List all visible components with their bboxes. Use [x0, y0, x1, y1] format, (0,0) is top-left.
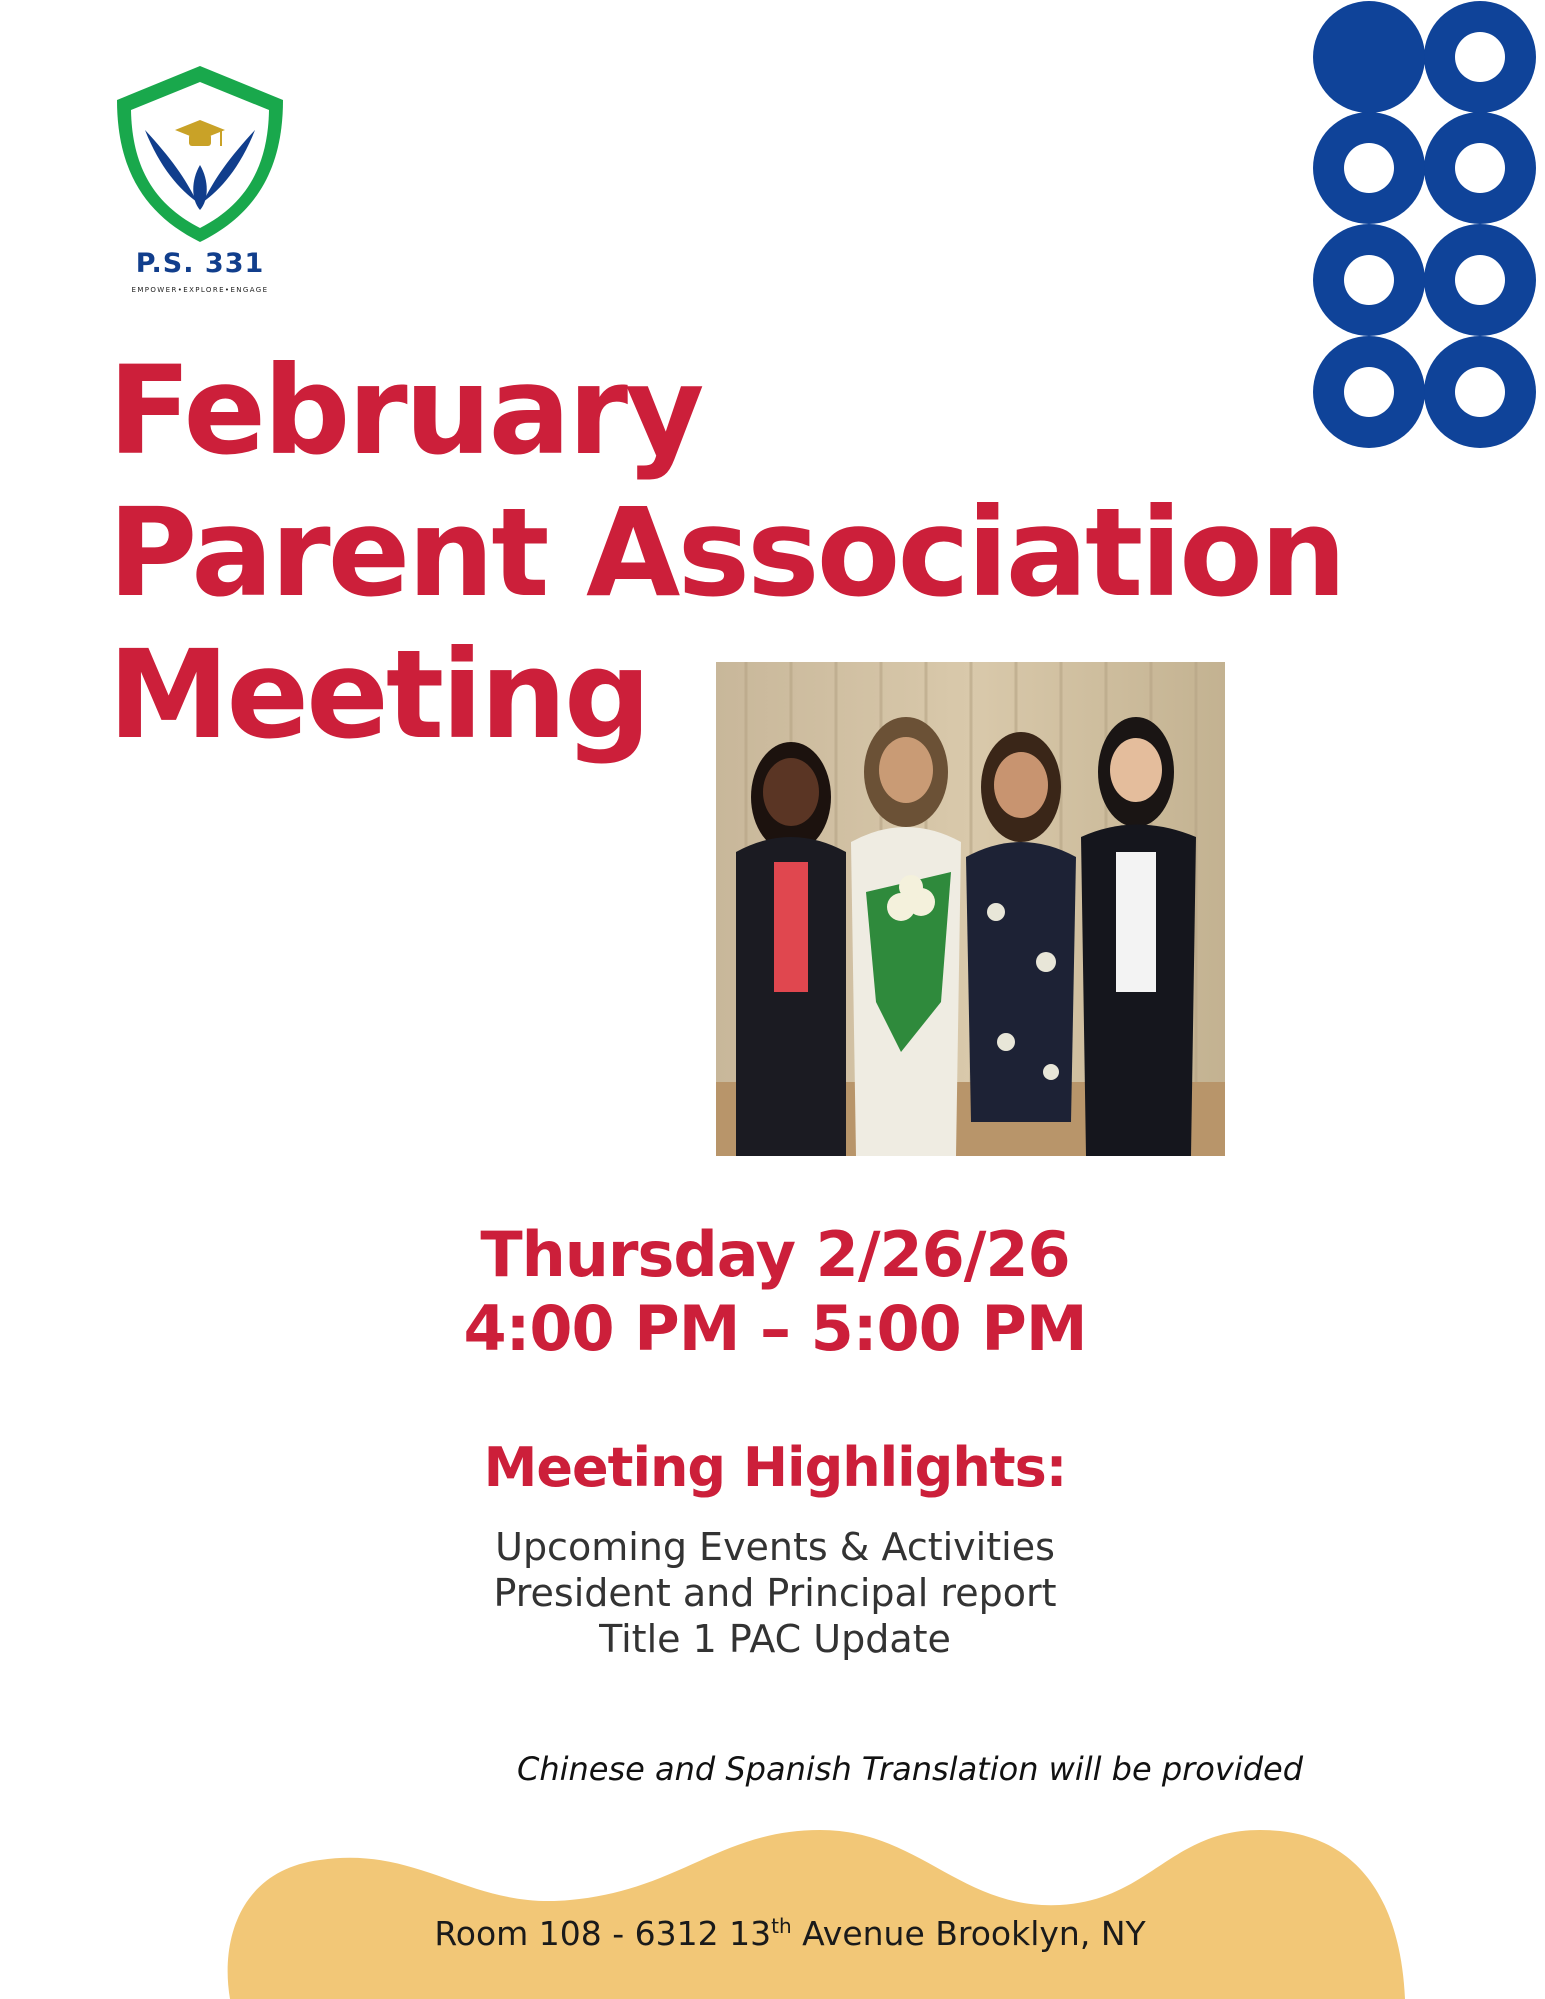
event-time: 4:00 PM – 5:00 PM — [463, 1292, 1087, 1365]
event-datetime — [380, 1218, 1170, 1366]
highlight-item: President and Principal report — [493, 1571, 1057, 1615]
translation-note: Chinese and Spanish Translation will be provided — [516, 1750, 1304, 1788]
group-photo — [716, 662, 1225, 1156]
school-tagline: EMPOWER•EXPLORE•ENGAGE — [131, 286, 269, 294]
school-name: P.S. 331 — [135, 248, 265, 279]
title-line-1: February — [108, 340, 702, 482]
address-prefix: Room 108 - 6312 13 — [434, 1914, 772, 1953]
school-logo — [105, 60, 295, 300]
highlight-item: Title 1 PAC Update — [599, 1617, 951, 1661]
highlights-heading: Meeting Highlights: — [483, 1436, 1067, 1499]
bottom-wave-shape — [0, 1810, 1545, 1999]
event-date: Thursday 2/26/26 — [480, 1218, 1070, 1291]
address-superscript: th — [771, 1914, 792, 1938]
meeting-address — [380, 1914, 1200, 1953]
title-line-2: Parent Association — [108, 482, 1344, 624]
highlight-item: Upcoming Events & Activities — [495, 1525, 1055, 1569]
highlights-list — [380, 1524, 1170, 1662]
address-suffix: Avenue Brooklyn, NY — [791, 1914, 1146, 1953]
shield-icon — [105, 60, 295, 250]
title-line-3: Meeting — [108, 624, 649, 766]
decorative-circles — [1312, 0, 1545, 460]
